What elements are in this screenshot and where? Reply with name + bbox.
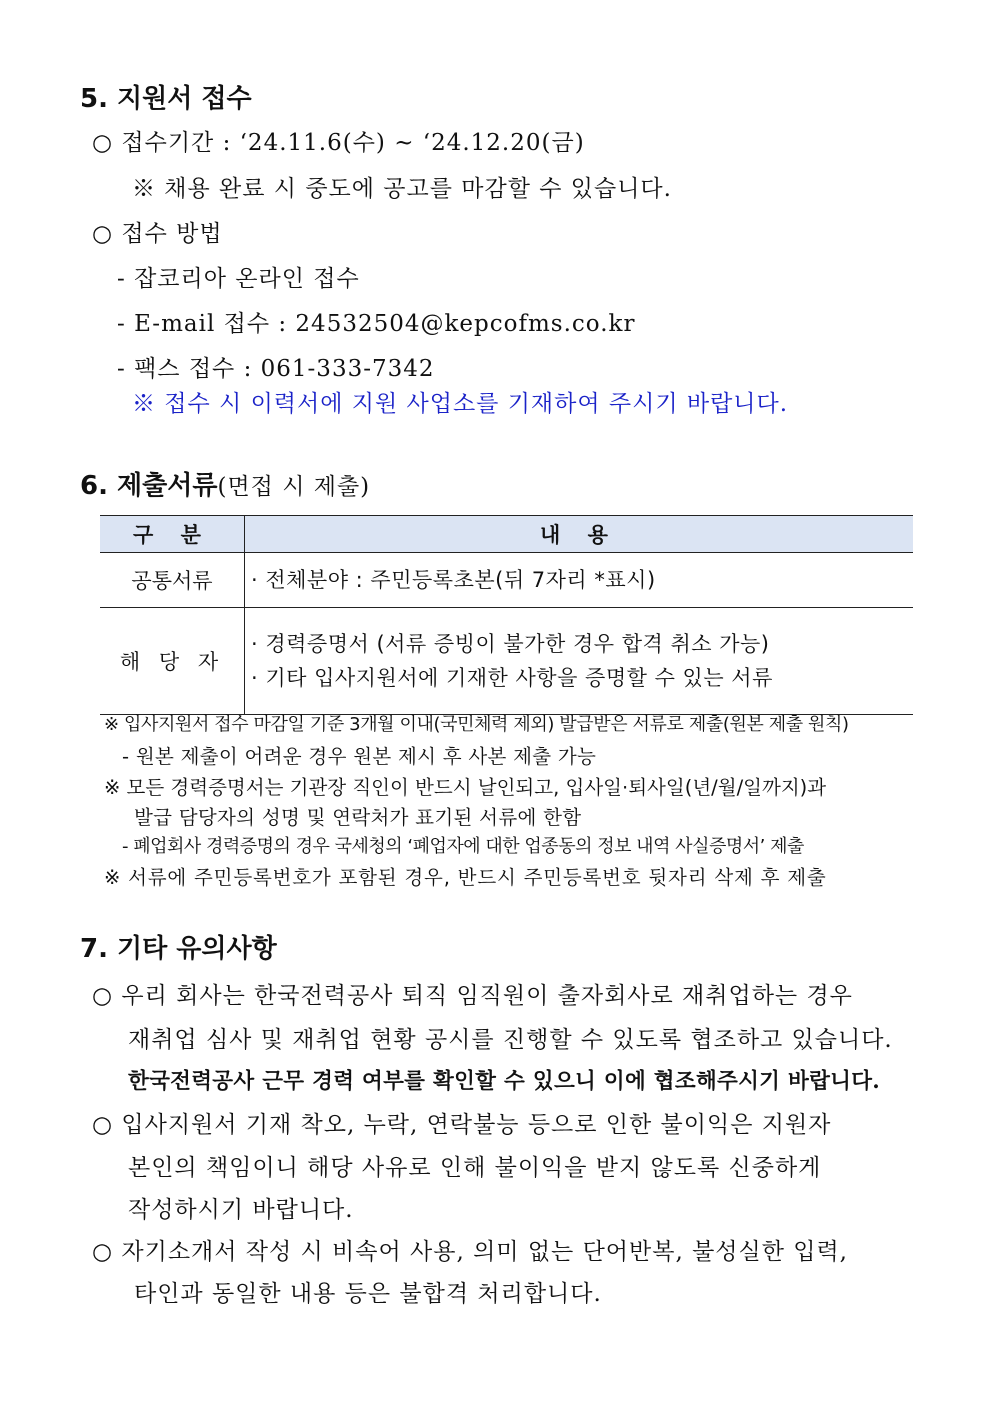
- document-note: - 원본 제출이 어려운 경우 원본 제시 후 사본 제출 가능: [122, 745, 597, 768]
- documents-table: [100, 515, 913, 715]
- section-7-title: 7. 기타 유의사항: [80, 934, 277, 964]
- row-contents: [245, 608, 914, 715]
- method-item-fax: - 팩스 접수 : 061-333-7342: [117, 356, 435, 382]
- period-text: ○ 접수기간 : ‘24.11.6(수) ~ ‘24.12.20(금): [92, 130, 585, 156]
- notice-item: 작성하시기 바랍니다.: [128, 1197, 354, 1223]
- row-content-line: · 전체분야 : 주민등록초본(뒤 7자리 *표시): [251, 568, 656, 592]
- row-content-line: · 경력증명서 (서류 증빙이 불가한 경우 합격 취소 가능): [251, 632, 770, 656]
- notice-item: ○ 입사지원서 기재 착오, 누락, 연락불능 등으로 인한 불이익은 지원자: [92, 1112, 832, 1138]
- row-category: 공통서류: [100, 553, 245, 608]
- section-6-title: [80, 465, 370, 502]
- table-header-row: [100, 516, 913, 553]
- method-title: ○ 접수 방법: [92, 221, 223, 247]
- table-header-contents: 내 용: [245, 516, 914, 553]
- row-category: 해 당 자: [100, 608, 245, 715]
- method-note: ※ 접수 시 이력서에 지원 사업소를 기재하여 주시기 바랍니다.: [132, 391, 789, 417]
- table-row: [100, 553, 913, 608]
- notice-item: ○ 자기소개서 작성 시 비속어 사용, 의미 없는 단어반복, 불성실한 입력,: [92, 1239, 848, 1265]
- document-note: - 폐업회사 경력증명의 경우 국세청의 ‘폐업자에 대한 업종동의 정보 내역 사실증명서’ 제출: [122, 836, 804, 857]
- section-5-title: 5. 지원서 접수: [80, 84, 252, 114]
- method-item: - 잡코리아 온라인 접수: [117, 266, 360, 292]
- method-item-email: - E-mail 접수 : 24532504@kepcofms.co.kr: [117, 311, 636, 337]
- section-6-title-sub: (면접 시 제출): [217, 474, 371, 500]
- document-note: 발급 담당자의 성명 및 연락처가 표기된 서류에 한함: [134, 806, 582, 829]
- document-note: ※ 서류에 주민등록번호가 포함된 경우, 반드시 주민등록번호 뒷자리 삭제 후 제출: [104, 866, 827, 889]
- row-contents: [245, 553, 914, 608]
- period-note: ※ 채용 완료 시 중도에 공고를 마감할 수 있습니다.: [132, 176, 672, 202]
- table-header-category: 구 분: [100, 516, 245, 553]
- notice-item: 타인과 동일한 내용 등은 불합격 처리합니다.: [134, 1281, 602, 1307]
- notice-item-emphasis: 한국전력공사 근무 경력 여부를 확인할 수 있으니 이에 협조해주시기 바랍니다.: [128, 1069, 881, 1094]
- section-6-title-main: 6. 제출서류: [80, 471, 218, 501]
- notice-item: 재취업 심사 및 재취업 현황 공시를 진행할 수 있도록 협조하고 있습니다.: [128, 1027, 893, 1053]
- document-note: ※ 입사지원서 접수 마감일 기준 3개월 이내(국민체력 제외) 발급받은 서류로 제출(원본 제출 원칙): [104, 714, 849, 735]
- notice-item: ○ 우리 회사는 한국전력공사 퇴직 임직원이 출자회사로 재취업하는 경우: [92, 983, 853, 1009]
- table-row: [100, 608, 913, 715]
- row-content-line: · 기타 입사지원서에 기재한 사항을 증명할 수 있는 서류: [251, 666, 773, 690]
- document-note: ※ 모든 경력증명서는 기관장 직인이 반드시 날인되고, 입사일·퇴사일(년/월/일까지)과: [104, 776, 827, 799]
- notice-item: 본인의 책임이니 해당 사유로 인해 불이익을 받지 않도록 신중하게: [128, 1155, 822, 1181]
